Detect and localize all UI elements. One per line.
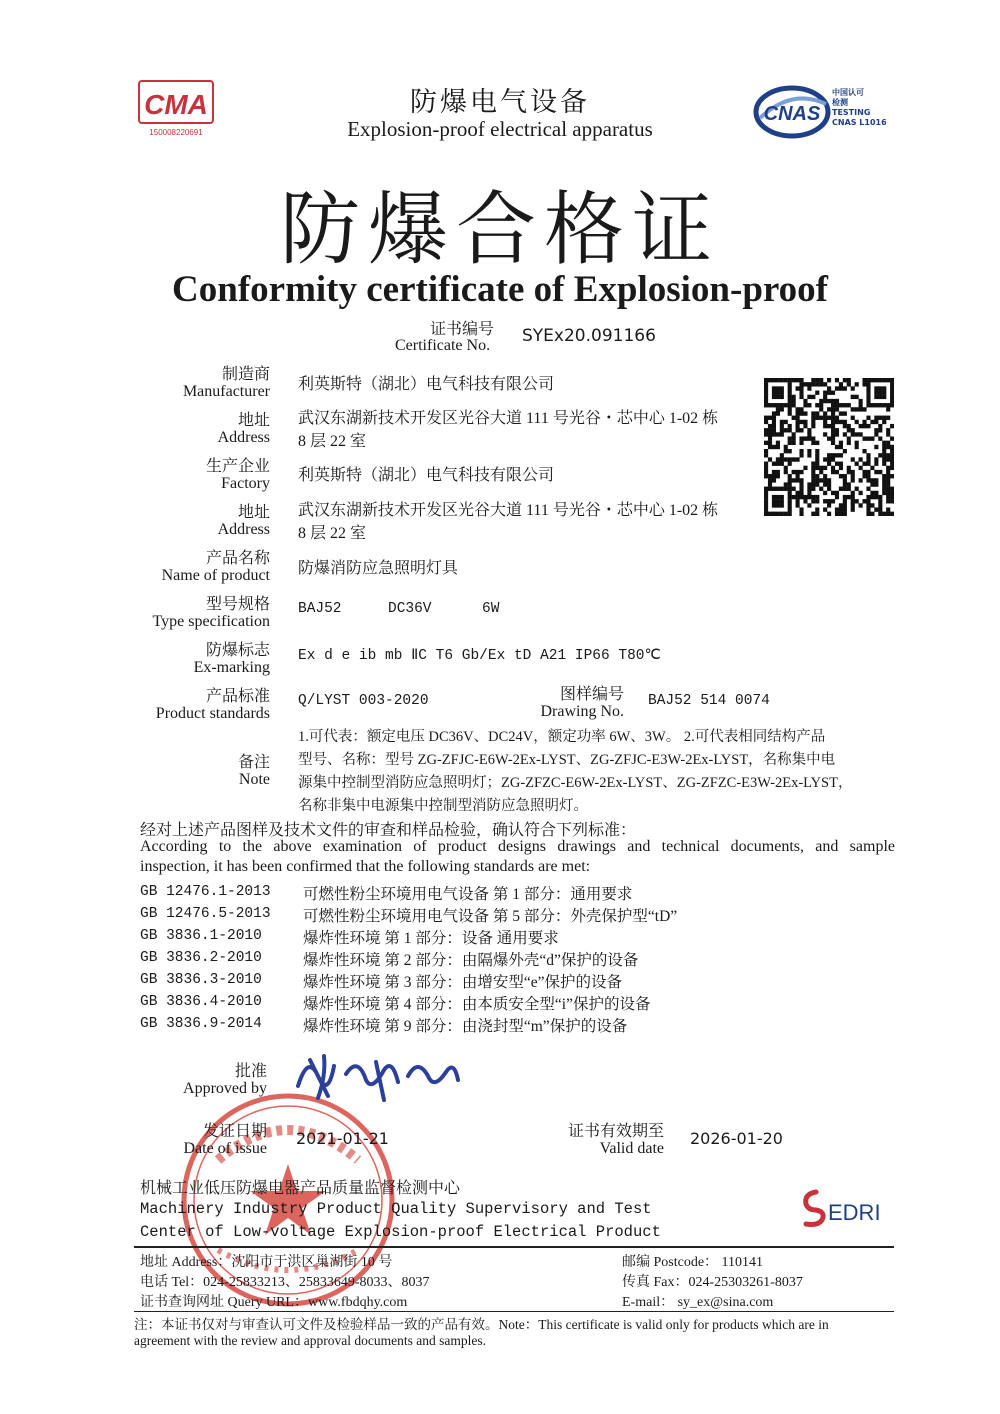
standard-code: GB 3836.3-2010 (140, 972, 262, 988)
address1-label-cn: 地址 (237, 412, 270, 429)
product-standards-label-en: Product standards (155, 705, 270, 722)
address2-label-en: Address (217, 521, 270, 538)
standard-code: GB 3836.2-2010 (140, 950, 262, 966)
contact-email: E-mail： sy_ex@sina.com (622, 1295, 774, 1310)
address2-value-line1: 武汉东湖新技术开发区光谷大道 111 号光谷・芯中心 1-02 栋 (298, 502, 719, 519)
standard-desc: 可燃性粉尘环境用电气设备 第 5 部分：外壳保护型“tD” (303, 908, 678, 925)
standard-code: GB 12476.1-2013 (140, 884, 271, 900)
address2-label-cn: 地址 (237, 504, 270, 521)
approved-label-en: Approved by (183, 1080, 267, 1097)
type-spec-voltage: DC36V (388, 601, 432, 617)
manufacturer-label-en: Manufacturer (182, 383, 270, 400)
product-name-value: 防爆消防应急照明灯具 (298, 560, 459, 577)
contact-tel: 电话 Tel：024-25833213、25833649-8033、8037 (140, 1275, 430, 1290)
type-spec-power: 6W (482, 601, 500, 617)
contact-fax: 传真 Fax：024-25303261-8037 (622, 1275, 803, 1290)
issue-date-label-cn: 发证日期 (202, 1123, 267, 1140)
type-spec-model: BAJ52 (298, 601, 342, 617)
header-title-cn: 防爆电气设备 (410, 87, 590, 117)
note-label-cn: 备注 (237, 754, 270, 771)
standard-desc: 爆炸性环境 第 4 部分：由本质安全型“i”保护的设备 (303, 996, 651, 1013)
certificate-no-label-en: Certificate No. (395, 337, 491, 354)
drawing-no-label-cn: 图样编号 (559, 686, 624, 703)
standard-desc: 爆炸性环境 第 1 部分：设备 通用要求 (303, 930, 559, 947)
statement-cn: 经对上述产品图样及技术文件的审查和样品检验，确认符合下列标准： (140, 822, 637, 839)
statement-en-line1: According to the above examination of product designs drawings and technical documents, and sample (140, 838, 895, 855)
product-standards-value: Q/LYST 003-2020 (298, 693, 429, 709)
note-label-en: Note (238, 771, 270, 788)
standard-desc: 爆炸性环境 第 3 部分：由增安型“e”保护的设备 (303, 974, 623, 991)
sedri-logo-text: EDRI (828, 1200, 881, 1225)
signature-icon (288, 1046, 468, 1108)
address2-value-line2: 8 层 22 室 (298, 525, 367, 542)
cnas-line3: TESTING (832, 108, 871, 117)
drawing-no-value: BAJ52 514 0074 (648, 693, 770, 709)
ex-marking-label-cn: 防爆标志 (205, 642, 270, 659)
standard-desc: 可燃性粉尘环境用电气设备 第 1 部分：通用要求 (303, 886, 633, 903)
address1-value-line1: 武汉东湖新技术开发区光谷大道 111 号光谷・芯中心 1-02 栋 (298, 410, 719, 427)
manufacturer-value: 利英斯特（湖北）电气科技有限公司 (298, 376, 555, 393)
valid-date-label-cn: 证书有效期至 (567, 1123, 664, 1140)
approved-label-cn: 批准 (234, 1063, 267, 1080)
org-name-en-line1: Machinery Industry Product Quality Supervisory and Test (140, 1200, 652, 1218)
statement-en-line2: inspection, it has been confirmed that the following standards are met: (140, 858, 591, 875)
manufacturer-label-cn: 制造商 (221, 366, 270, 383)
factory-label-cn: 生产企业 (205, 458, 270, 475)
certificate-no-value: SYEx20.091166 (522, 326, 656, 346)
product-standards-label-cn: 产品标准 (205, 688, 270, 705)
cnas-line4: CNAS L1016 (832, 118, 887, 127)
address1-value-line2: 8 层 22 室 (298, 433, 367, 450)
certificate-no-label-cn: 证书编号 (430, 321, 495, 338)
product-name-label-en: Name of product (161, 567, 270, 584)
contact-url: 证书查询网址 Query URL：www.fbdqhy.com (140, 1295, 408, 1310)
qr-code-icon (764, 378, 894, 516)
standard-code: GB 12476.5-2013 (140, 906, 271, 922)
standard-desc: 爆炸性环境 第 9 部分：由浇封型“m”保护的设备 (303, 1018, 628, 1035)
type-spec-label-en: Type specification (152, 613, 270, 630)
type-spec-label-cn: 型号规格 (205, 596, 270, 613)
org-name-en-line2: Center of Low-voltage Explosion-proof Electrical Product (140, 1223, 661, 1241)
cnas-accreditation (832, 88, 887, 128)
standard-code: GB 3836.4-2010 (140, 994, 262, 1010)
svg-text:CMA: CMA (144, 89, 208, 120)
cnas-logo-text: CNAS (763, 103, 821, 125)
note-line-2: 型号、名称：型号 ZG-ZFJC-E6W-2Ex-LYST、ZG-ZFJC-E3W-2Ex-LYST，名称集中电 (298, 752, 836, 768)
divider-top (134, 1246, 894, 1248)
ex-marking-value: Ex d e ib mb ⅡC T6 Gb/Ex tD A21 IP66 T80℃ (298, 648, 661, 664)
standard-desc: 爆炸性环境 第 2 部分：由隔爆外壳“d”保护的设备 (303, 952, 639, 969)
certificate-title-cn: 防爆合格证 (280, 187, 720, 275)
divider-bottom (134, 1311, 894, 1312)
factory-label-en: Factory (221, 475, 270, 492)
valid-date-value: 2026-01-20 (690, 1129, 783, 1148)
product-name-label-cn: 产品名称 (205, 550, 270, 567)
ex-marking-label-en: Ex-marking (193, 659, 270, 676)
header-title-en: Explosion-proof electrical apparatus (347, 117, 653, 141)
note-line-4: 名称非集中电源集中控制型消防应急照明灯。 (298, 798, 588, 814)
footer-note-line1: 注：本证书仅对与审查认可文件及检验样品一致的产品有效。Note：This certificate is valid only for products which are in (134, 1317, 829, 1332)
note-line-3: 源集中控制型消防应急照明灯；ZG-ZFZC-E6W-2Ex-LYST、ZG-ZFZC-E3W-2Ex-LYST， (298, 775, 853, 791)
contact-postcode: 邮编 Postcode： 110141 (622, 1255, 764, 1270)
address1-label-en: Address (217, 429, 270, 446)
standard-code: GB 3836.1-2010 (140, 928, 262, 944)
drawing-no-label-en: Drawing No. (540, 703, 624, 720)
valid-date-label-en: Valid date (599, 1140, 664, 1157)
standard-code: GB 3836.9-2014 (140, 1016, 262, 1032)
contact-address: 地址 Address：沈阳市于洪区巢湖街 10 号 (140, 1255, 393, 1270)
certificate-title-en: Conformity certificate of Explosion-proof (172, 269, 828, 310)
cma-number: 150008220691 (149, 128, 203, 137)
note-line-1: 1.可代表：额定电压 DC36V、DC24V，额定功率 6W、3W。 2.可代表相同结构产品 (298, 729, 826, 745)
cnas-line2: 检测 (832, 98, 848, 107)
factory-value: 利英斯特（湖北）电气科技有限公司 (298, 467, 555, 484)
cnas-line1: 中国认可 (832, 88, 864, 97)
issue-date-label-en: Date of issue (183, 1140, 267, 1157)
sedri-logo-icon (800, 1188, 896, 1228)
footer-note-line2: agreement with the review and approval documents and samples. (134, 1333, 487, 1348)
issue-date-value: 2021-01-21 (296, 1129, 389, 1148)
org-name-cn: 机械工业低压防爆电器产品质量监督检测中心 (140, 1180, 461, 1197)
